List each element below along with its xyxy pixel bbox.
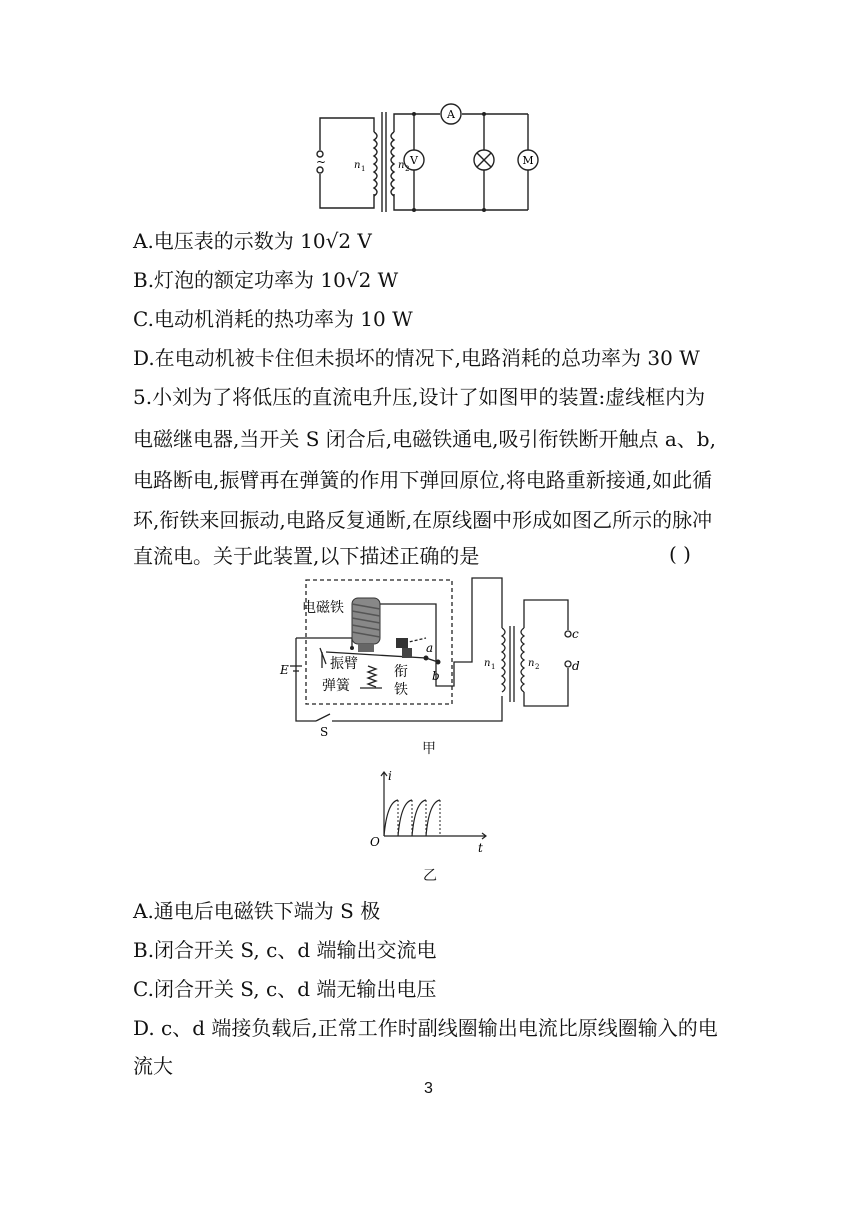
voltmeter-label: V xyxy=(410,154,418,167)
q5-option-d-line-2: 流大 xyxy=(133,1054,173,1078)
armature-label-2: 铁 xyxy=(394,682,408,698)
q5-option-d-line-1: D. c、d 端接负载后,正常工作时副线圈输出电流比原线圈输入的电 xyxy=(133,1016,718,1040)
figure-jia-caption: 甲 xyxy=(422,741,436,757)
primary-turns-subscript: 1 xyxy=(361,165,366,173)
secondary-turns-subscript: 2 xyxy=(535,663,540,671)
q5-stem-line-2: 电磁继电器,当开关 S 闭合后,电磁铁通电,吸引衔铁断开触点 a、b, xyxy=(133,427,716,451)
page-number: 3 xyxy=(424,1080,433,1097)
arm-label: 振臂 xyxy=(330,656,358,672)
q4-option-a: A.电压表的示数为 10√2 V xyxy=(133,229,372,253)
q5-option-a: A.通电后电磁铁下端为 S 极 xyxy=(133,899,381,923)
switch-s-label: S xyxy=(320,725,329,736)
spring-label: 弹簧 xyxy=(322,678,350,694)
q5-option-b: B.闭合开关 S, c、d 端输出交流电 xyxy=(133,938,437,962)
terminal-c-label: c xyxy=(572,627,579,641)
electromagnet-label: 电磁铁 xyxy=(302,600,344,616)
transformer-circuit-figure xyxy=(312,98,544,216)
primary-turns-label: n xyxy=(354,160,361,171)
secondary-turns-subscript: 2 xyxy=(405,165,410,173)
contact-a-label: a xyxy=(426,641,434,655)
origin-label: O xyxy=(370,835,380,849)
answer-parentheses: ( ) xyxy=(669,542,691,566)
q5-stem-line-3: 电路断电,振臂再在弹簧的作用下弹回原位,将电路重新接通,如此循 xyxy=(133,468,713,492)
primary-turns-label: n xyxy=(484,658,491,669)
q5-option-c: C.闭合开关 S, c、d 端无输出电压 xyxy=(133,977,437,1001)
secondary-turns-label: n xyxy=(398,160,405,171)
armature-label-1: 衔 xyxy=(394,664,408,680)
figure-yi-caption: 乙 xyxy=(423,868,437,884)
q5-stem-line-5: 直流电。关于此装置,以下描述正确的是 xyxy=(133,544,480,568)
q4-option-d: D.在电动机被卡住但未损坏的情况下,电路消耗的总功率为 30 W xyxy=(133,346,700,370)
motor-label: M xyxy=(522,154,534,167)
pulse-current-graph xyxy=(368,766,492,852)
relay-device-figure xyxy=(276,576,586,736)
secondary-turns-label: n xyxy=(528,658,535,669)
q5-stem-line-4: 环,衔铁来回振动,电路反复通断,在原线圈中形成如图乙所示的脉冲 xyxy=(133,508,713,532)
q4-option-b: B.灯泡的额定功率为 10√2 W xyxy=(133,268,399,292)
ac-source-symbol: ~ xyxy=(316,155,327,169)
q5-stem-line-1: 5.小刘为了将低压的直流电升压,设计了如图甲的装置:虚线框内为 xyxy=(133,385,706,409)
terminal-d-label: d xyxy=(572,659,580,673)
axis-i-label: i xyxy=(388,769,392,783)
primary-turns-subscript: 1 xyxy=(491,663,496,671)
axis-t-label: t xyxy=(478,841,483,852)
battery-e-label: E xyxy=(280,663,289,677)
contact-b-label: b xyxy=(432,669,440,683)
ammeter-label: A xyxy=(447,108,455,121)
q4-option-c: C.电动机消耗的热功率为 10 W xyxy=(133,307,413,331)
